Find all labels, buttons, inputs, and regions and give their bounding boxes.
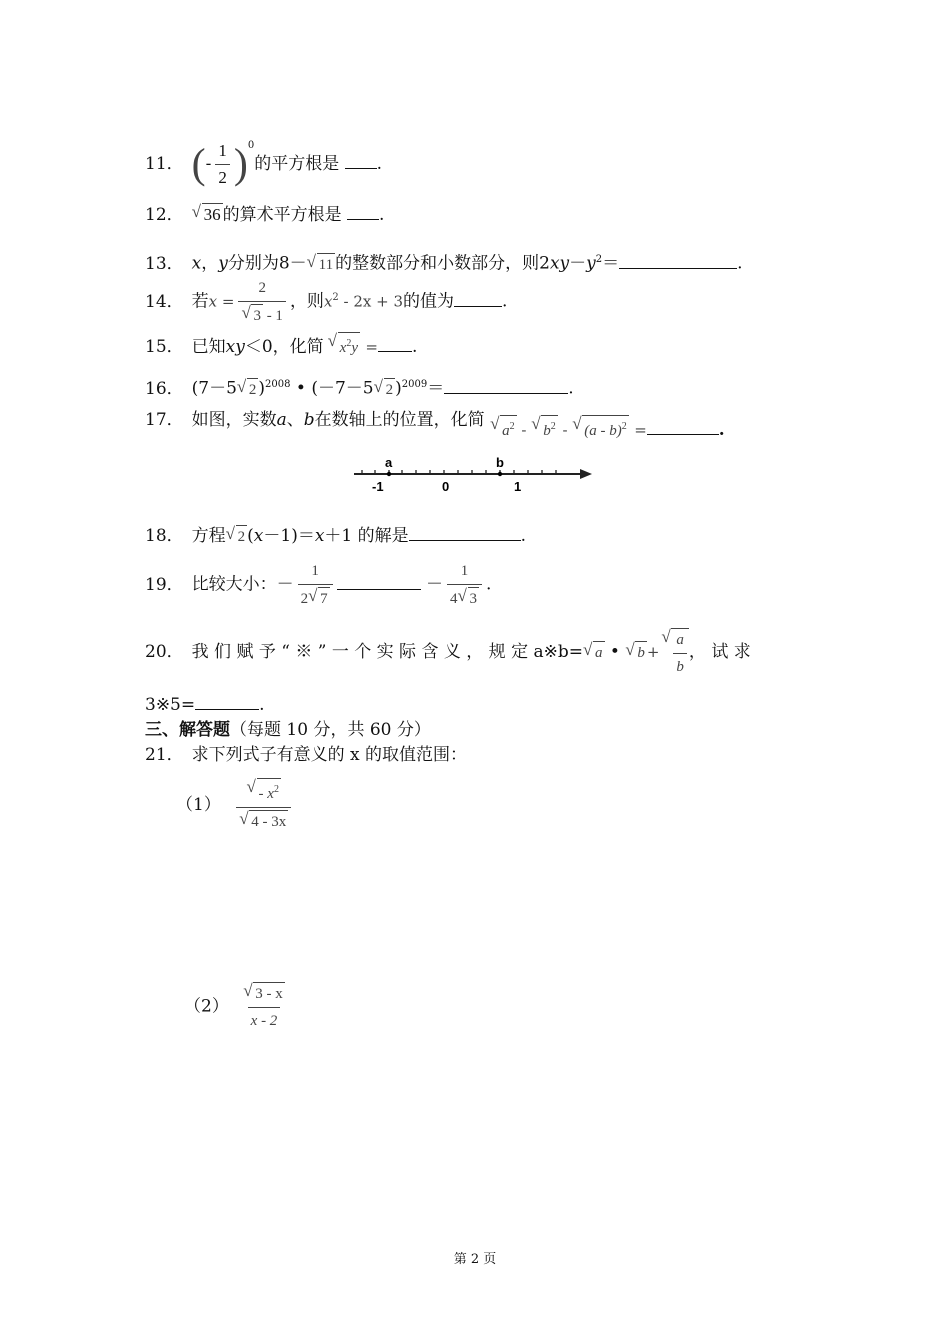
fraction [215, 140, 230, 189]
question-text: 求下列式子有意义的 x 的取值范围： [191, 745, 468, 765]
question-number: 20． [145, 641, 184, 662]
multiply-dot: • [290, 378, 312, 399]
denominator: b [673, 653, 687, 678]
plus-sign: + [646, 642, 660, 661]
numerator: 1 [218, 141, 227, 160]
radical [338, 332, 360, 359]
question-number: 21． [145, 745, 184, 765]
denominator [298, 584, 333, 610]
var-b: b [303, 410, 315, 430]
answer-blank[interactable] [444, 378, 568, 394]
point-b [498, 472, 502, 476]
numerator: 2 [258, 280, 266, 296]
radical [318, 587, 330, 610]
question-text: 方程 [191, 526, 226, 546]
section-heading [145, 719, 431, 741]
radical [541, 415, 558, 442]
radicand: 7 [320, 591, 328, 607]
point-a [387, 472, 391, 476]
lhs-expression: x = [208, 292, 235, 311]
question-18 [145, 525, 526, 548]
question-text: 分别为8－ [227, 253, 307, 274]
radicand: 36 [203, 205, 221, 224]
question-text: 如图，实数 [191, 410, 277, 430]
exponent: 2 [346, 338, 352, 349]
numerator: 1 [311, 563, 319, 579]
question-number: 16． [145, 378, 184, 399]
expression: ) [395, 378, 402, 399]
answer-blank[interactable] [345, 153, 377, 169]
radicand: 2 [237, 529, 246, 545]
equals-sign: ＝ [602, 253, 620, 274]
var-y: y [586, 253, 596, 274]
question-number: 12． [145, 205, 184, 225]
var-b: b [637, 644, 645, 661]
denominator [447, 584, 482, 610]
numerator: 1 [460, 563, 469, 579]
period: . [502, 291, 508, 312]
period: . [412, 337, 418, 357]
equals-sign: = [365, 338, 378, 356]
minus-sign: - [557, 421, 573, 439]
radicand: 2 [385, 381, 394, 398]
period: . [376, 154, 383, 174]
var-xy: xy [225, 337, 245, 357]
exponent: 2 [595, 254, 603, 265]
numerator [240, 982, 288, 1007]
question-19 [145, 560, 491, 610]
question-text: ＜0，化简 [244, 337, 324, 357]
radicand: 4 - 3x [251, 814, 287, 830]
question-text: 的平方根是 [254, 154, 340, 174]
radical [635, 641, 647, 664]
radical [384, 378, 396, 401]
question-number: 19． [145, 574, 184, 595]
expression: －1)＝ [263, 526, 315, 546]
question-15 [145, 332, 417, 359]
section-note: （每题 10 分，共 60 分） [230, 720, 431, 740]
var-x: x [191, 253, 202, 274]
period: . [486, 574, 492, 595]
question-text: ，则 [289, 291, 324, 312]
question-number: 13． [145, 253, 184, 274]
page-footer: 第 2 页 [453, 1252, 497, 1267]
answer-blank[interactable] [454, 291, 502, 307]
denominator: x - 2 [248, 1007, 281, 1032]
tick-label-0: 0 [442, 479, 450, 494]
var-y: y [218, 253, 228, 274]
radical [500, 415, 517, 442]
expression: - 2x + 3 [338, 292, 404, 311]
expression: ( [247, 526, 254, 546]
equals-sign: = [634, 421, 647, 439]
question-text: 比较大小：－ [191, 574, 294, 595]
axis-arrow-icon [580, 469, 592, 479]
radical [202, 203, 223, 226]
period: . [520, 526, 527, 546]
radicand: 11 [318, 256, 334, 273]
exponent: 2 [273, 784, 279, 795]
coefficient: 4 [450, 591, 458, 607]
question-11 [145, 140, 382, 189]
period: . [568, 378, 574, 399]
coefficient: 2 [300, 591, 309, 607]
radical [236, 525, 248, 548]
question-text: 的算术平方根是 [222, 205, 342, 225]
radical [671, 628, 689, 678]
label-b: b [496, 455, 504, 470]
denominator [238, 301, 286, 327]
minus-sign: - [516, 421, 532, 439]
numerator: √ a [676, 632, 684, 648]
var-a: a [502, 423, 510, 439]
denominator: 2 [215, 164, 230, 189]
question-text: 、 [286, 410, 304, 430]
var-a: a [276, 410, 287, 430]
exponent: 2008 [265, 379, 291, 390]
question-text: ， 试 求 [688, 641, 751, 662]
answer-blank[interactable] [619, 253, 737, 269]
sub-question-label: （1） [176, 795, 221, 815]
exponent: 2 [621, 421, 627, 432]
question-text: 我 们 赋 予 “ ※ ” 一 个 实 际 含 义 ， 规 定 a※b= [191, 641, 583, 662]
minus-sign: - [205, 154, 212, 174]
multiply-dot: • [604, 641, 626, 662]
exponent: 2009 [401, 379, 428, 390]
question-20-line-2 [145, 694, 265, 716]
sub-question-1 [176, 778, 295, 833]
question-13 [145, 249, 743, 276]
sub-question-2 [184, 982, 292, 1032]
radicand: - x [258, 786, 274, 802]
radical [251, 304, 263, 327]
question-text: 3※5= [145, 695, 196, 715]
answer-blank[interactable] [337, 574, 421, 590]
answer-blank[interactable] [195, 694, 259, 710]
tick-label-neg1: -1 [372, 479, 384, 494]
fraction [298, 560, 333, 610]
paren-right: ) [233, 141, 248, 188]
exponent: 2 [550, 421, 556, 432]
radicand: 3 - x [255, 986, 283, 1002]
question-number: 18． [145, 526, 184, 546]
var-y: y [351, 340, 359, 356]
question-17 [145, 405, 725, 440]
fraction [447, 560, 482, 610]
question-text: ＋1 的解是 [324, 526, 409, 546]
question-14 [145, 277, 507, 327]
sub-question-label: （2） [184, 996, 229, 1017]
simplify-expression [490, 420, 725, 440]
expression: (7－5 [191, 378, 237, 399]
var-xy: xy [549, 253, 570, 274]
period: . [737, 253, 743, 274]
denominator [236, 807, 291, 833]
exponent: 2 [332, 291, 339, 303]
radical [468, 587, 480, 610]
question-number: 17． [145, 410, 184, 430]
fraction [238, 277, 286, 327]
radicand: 3 [253, 308, 261, 324]
difference: (a - b) [584, 423, 622, 439]
radical [249, 810, 288, 833]
number-line-figure [352, 455, 594, 495]
var-b: b [543, 423, 551, 439]
answer-blank[interactable] [647, 419, 719, 435]
denominator-tail: - 1 [262, 308, 283, 324]
fraction [673, 629, 687, 678]
var-x: x [323, 292, 333, 311]
question-text: 的值为 [403, 291, 455, 312]
period: . [259, 695, 265, 715]
question-number: 14． [145, 291, 184, 312]
radical [317, 253, 335, 276]
paren-left: ( [191, 141, 206, 188]
question-12 [145, 203, 384, 226]
question-16 [145, 374, 574, 401]
answer-blank[interactable] [378, 340, 412, 352]
question-text: 的整数部分和小数部分，则2 [335, 253, 550, 274]
radical [253, 982, 285, 1005]
tick-label-1: 1 [514, 479, 522, 494]
fraction [240, 982, 288, 1032]
comma: ， [201, 253, 219, 274]
expression: ) [258, 378, 266, 399]
radical [257, 778, 281, 805]
answer-blank[interactable] [347, 204, 379, 220]
radicand: 2 [248, 381, 257, 398]
question-text: 在数轴上的位置，化简 [314, 410, 485, 430]
question-20 [145, 628, 751, 678]
minus-sign: － [426, 574, 444, 595]
question-21 [145, 744, 467, 766]
answer-blank[interactable] [409, 525, 521, 541]
period: . [718, 420, 725, 440]
radicand: 3 [469, 591, 478, 607]
section-title: 三、解答题 [145, 720, 230, 740]
var-x: x [253, 526, 264, 546]
radical [593, 641, 605, 664]
question-number: 11． [145, 154, 184, 174]
minus-sign: － [569, 253, 587, 274]
var-x: x [314, 526, 325, 546]
exponent: 0 [247, 140, 255, 152]
numerator [244, 778, 284, 807]
period: . [379, 205, 385, 225]
var-x: x [339, 340, 347, 356]
question-text: 已知 [191, 337, 226, 357]
equals-sign: ＝ [427, 378, 445, 399]
question-text: 若 [191, 291, 209, 312]
radical [582, 415, 629, 442]
var-a: a [595, 644, 603, 661]
radical [247, 378, 259, 401]
question-number: 15． [145, 337, 184, 357]
expression: (－7－5 [311, 378, 374, 399]
label-a: a [385, 455, 393, 470]
exponent: 2 [509, 421, 515, 432]
fraction [236, 778, 291, 833]
